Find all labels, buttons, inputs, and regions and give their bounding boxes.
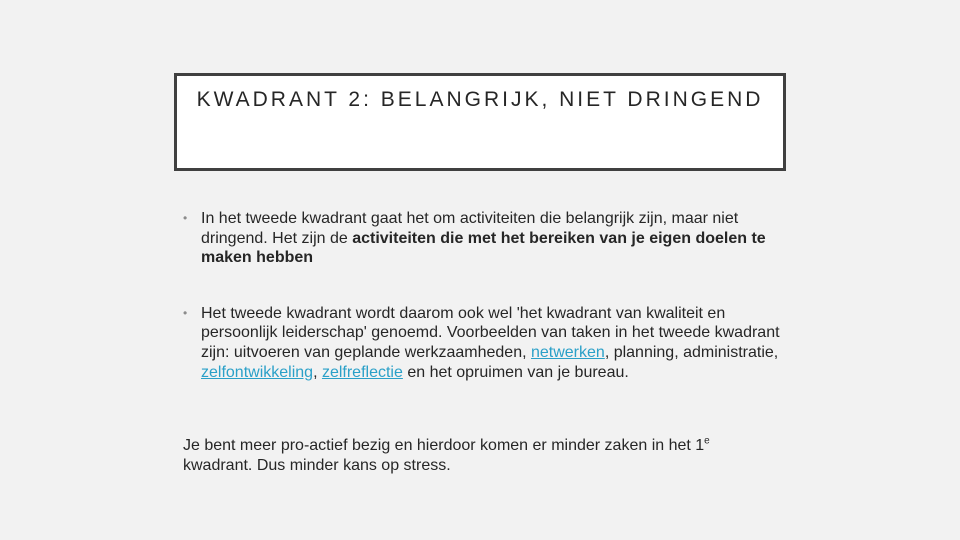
bullet-text-1 [201,209,783,268]
bullet1-text: In het tweede kwadrant gaat het om activiteiten die belangrijk zijn, maar niet dringend. Het zijn de [201,210,739,247]
paragraph-text-b: kwadrant. Dus minder kans op stress. [183,456,451,474]
title-box [174,73,786,171]
bullet2-text-b: , planning, administratie, [604,343,779,361]
link-zelfontwikkeling[interactable]: zelfontwikkeling [201,363,314,381]
paragraph-text-a: Je bent meer pro-actief bezig en hierdoor komen er minder zaken in het 1 [183,437,705,454]
bullet1-bold-text: activiteiten die met het bereiken van je eigen doelen te maken hebben [201,229,766,267]
bullet-icon: • [183,305,188,320]
bullet-text-2 [201,304,783,382]
bullet-list [183,209,783,382]
bullet-item-1 [183,209,783,268]
bullet2-text-a: Het tweede kwadrant wordt daarom ook wel 'het kwadrant van kwaliteit en persoonlijk leiderschap' genoemd. Voorbeelden van taken in het tweede kwadrant zijn: uitvoeren van geplande werkzaamheden, [201,304,780,361]
bullet-item-2 [183,304,783,382]
bullet2-text-d: en het opruimen van je bureau. [402,363,629,381]
slide-title: KWADRANT 2: BELANGRIJK, NIET DRINGEND [196,88,764,111]
link-netwerken[interactable]: netwerken [530,343,605,361]
paragraph-superscript: e [704,435,710,447]
bullet-icon: • [183,211,188,225]
bullet2-text-c: , [313,363,322,381]
link-zelfreflectie[interactable]: zelfreflectie [321,363,403,381]
closing-paragraph [183,436,783,475]
